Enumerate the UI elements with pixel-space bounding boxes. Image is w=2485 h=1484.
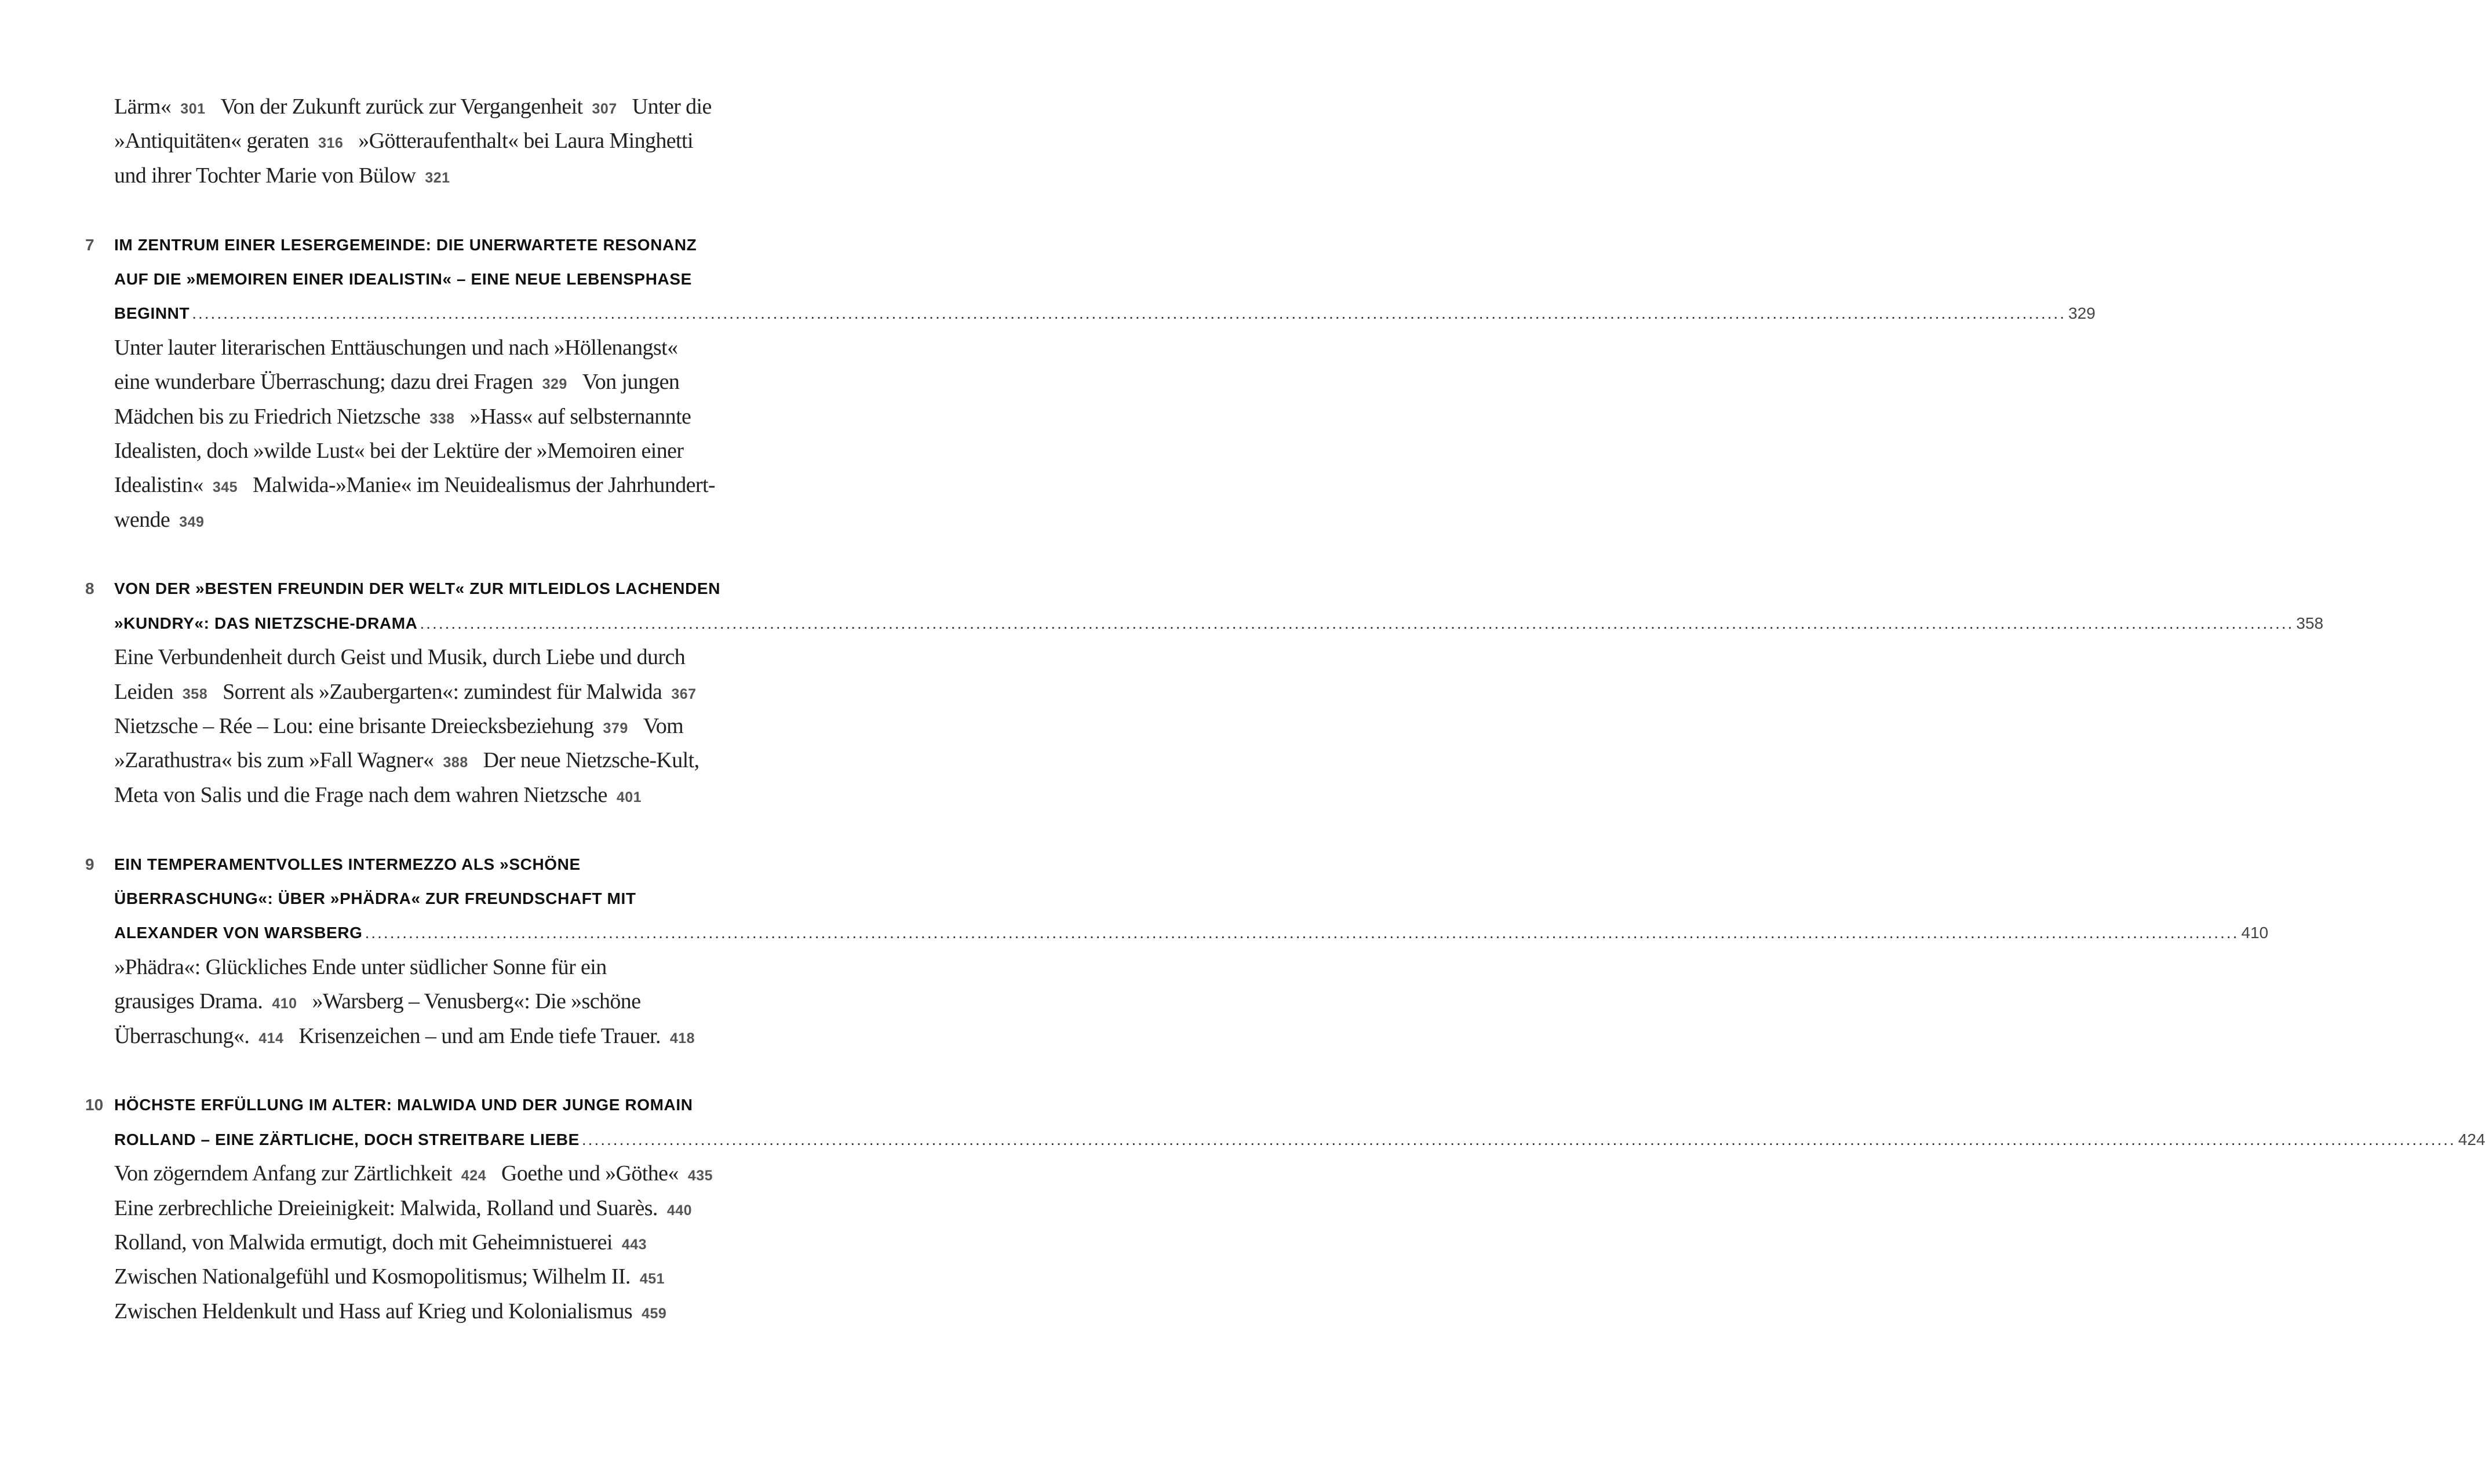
- chapter-page-number[interactable]: 424: [2458, 1130, 2485, 1148]
- subsection-title: »Warsberg – Venusberg«: Die »schöne: [312, 989, 641, 1014]
- chapter-number: 10: [85, 1096, 104, 1114]
- chapter-number: 7: [85, 235, 94, 254]
- subsection-title: eine wunderbare Überraschung; dazu drei Fragen: [114, 370, 533, 395]
- chapter-heading-text: EIN TEMPERAMENTVOLLES INTERMEZZO ALS »SCHÖNE: [114, 855, 581, 873]
- subsection-line: [114, 950, 834, 985]
- chapter-heading-text: ÜBERRASCHUNG«: ÜBER »PHÄDRA« ZUR FREUNDSCHAFT MIT: [114, 889, 636, 907]
- subsection-title: »Zarathustra« bis zum »Fall Wagner«: [114, 748, 434, 773]
- dot-leader: ............................................................................................................................................................................................................................................................................................................: [420, 614, 2294, 632]
- subsection-line: [114, 675, 834, 709]
- subsection-page-number[interactable]: 388: [443, 754, 468, 771]
- subsection-title: wende: [114, 507, 170, 532]
- section-spacer: [114, 812, 834, 847]
- chapter-continuation: [114, 90, 834, 193]
- subsection-page-number[interactable]: 410: [272, 996, 297, 1012]
- subsection-line: [114, 640, 834, 674]
- chapter-heading-line: [114, 606, 2324, 640]
- subsection-line: [114, 400, 834, 434]
- subsection-page-number[interactable]: 424: [461, 1168, 487, 1184]
- subsection-title: Vom: [643, 714, 684, 739]
- subsection-title: Lärm«: [114, 94, 172, 119]
- subsection-page-number[interactable]: 316: [318, 135, 344, 152]
- subsection-title: Rolland, von Malwida ermutigt, doch mit Geheimnistuerei: [114, 1230, 613, 1255]
- subsection-page-number[interactable]: 329: [542, 376, 567, 393]
- chapter-heading-line: [114, 1122, 2485, 1157]
- subsection-page-number[interactable]: 451: [639, 1271, 665, 1288]
- chapter-page-number[interactable]: 329: [2068, 304, 2096, 323]
- subsection-page-number[interactable]: 440: [666, 1202, 693, 1219]
- subsection-page-number[interactable]: 414: [258, 1030, 284, 1047]
- subsection-page-number[interactable]: 345: [212, 479, 238, 496]
- subsection-title: Nietzsche – Rée – Lou: eine brisante Dreiecksbeziehung: [114, 714, 594, 739]
- chapter-heading-line: [114, 262, 834, 296]
- subsection-line: [114, 468, 834, 502]
- subsection-title: Der neue Nietzsche-Kult,: [483, 748, 699, 773]
- subsection-title: »Phädra«: Glückliches Ende unter südlicher Sonne für ein: [114, 954, 607, 979]
- subsection-line: [114, 1157, 834, 1191]
- subsection-title: Meta von Salis und die Frage nach dem wahren Nietzsche: [114, 782, 607, 807]
- chapter-9: [85, 847, 2269, 1053]
- subsection-title: Unter lauter literarischen Enttäuschungen und nach »Höllenangst«: [114, 335, 678, 360]
- chapter-number: 8: [85, 579, 94, 598]
- subsection-page-number[interactable]: 443: [621, 1236, 647, 1253]
- subsection-line: [114, 1260, 834, 1294]
- subsection-title: »Götteraufenthalt« bei Laura Minghetti: [358, 129, 693, 154]
- subsection-line: [114, 709, 834, 743]
- subsection-line: [114, 503, 834, 537]
- subsection-line: [114, 1019, 834, 1053]
- subsection-title: Eine zerbrechliche Dreieinigkeit: Malwida, Rolland und Suarès.: [114, 1195, 658, 1220]
- chapter-number: 9: [85, 855, 94, 873]
- subsection-title: Unter die: [632, 94, 712, 119]
- dot-leader: ............................................................................................................................................................................................................................................................................................................: [365, 924, 2239, 942]
- subsection-title: Von der Zukunft zurück zur Vergangenheit: [220, 94, 583, 119]
- subsection-title: Zwischen Heldenkult und Hass auf Krieg und Kolonialismus: [114, 1299, 633, 1323]
- subsection-page-number[interactable]: 358: [182, 686, 208, 702]
- table-of-contents: [85, 90, 2485, 1329]
- subsection-page-number[interactable]: 321: [425, 169, 450, 186]
- section-spacer: [114, 537, 834, 571]
- chapter-8: [85, 571, 2324, 812]
- chapter-10: [85, 1088, 2485, 1329]
- dot-leader: ............................................................................................................................................................................................................................................................................................................: [581, 1130, 2456, 1148]
- subsection-page-number[interactable]: 418: [669, 1030, 695, 1047]
- subsection-title: Krisenzeichen – und am Ende tiefe Trauer.: [298, 1023, 661, 1048]
- subsection-title: Malwida-»Manie« im Neuidealismus der Jahrhundert-: [253, 473, 715, 498]
- chapter-heading-line: [85, 228, 834, 262]
- subsection-page-number[interactable]: 367: [671, 686, 697, 702]
- subsection-page-number[interactable]: 459: [642, 1305, 667, 1322]
- subsection-line: [114, 743, 834, 778]
- subsection-line: [114, 1226, 834, 1260]
- subsection-page-number[interactable]: 349: [179, 513, 205, 530]
- dot-leader: ............................................................................................................................................................................................................................................................................................................: [192, 304, 2066, 323]
- chapter-heading-text: HÖCHSTE ERFÜLLUNG IM ALTER: MALWIDA UND DER JUNGE ROMAIN: [114, 1096, 693, 1114]
- section-spacer: [114, 1053, 834, 1088]
- chapter-heading-line: [85, 847, 834, 881]
- chapter-heading-text: ALEXANDER VON WARSBERG: [114, 924, 363, 942]
- chapter-heading-line: [85, 571, 834, 606]
- subsection-title: Idealisten, doch »wilde Lust« bei der Lektüre der »Memoiren einer: [114, 438, 684, 463]
- subsection-page-number[interactable]: 307: [592, 101, 617, 117]
- subsection-page-number[interactable]: 401: [616, 789, 642, 805]
- subsection-title: Leiden: [114, 679, 173, 704]
- subsection-line: [114, 124, 834, 158]
- subsection-page-number[interactable]: 301: [180, 101, 206, 117]
- subsection-title: Mädchen bis zu Friedrich Nietzsche: [114, 404, 421, 429]
- subsection-title: »Hass« auf selbsternannte: [469, 404, 691, 429]
- chapter-heading-text: BEGINNT: [114, 304, 190, 323]
- subsection-line: [114, 778, 834, 812]
- chapter-heading-text: AUF DIE »MEMOIREN EINER IDEALISTIN« – EINE NEUE LEBENSPHASE: [114, 269, 692, 288]
- subsection-line: [114, 1191, 834, 1226]
- subsection-line: [114, 365, 834, 399]
- subsection-line: [114, 434, 834, 468]
- chapter-page-number[interactable]: 410: [2241, 924, 2269, 942]
- subsection-title: grausiges Drama.: [114, 989, 263, 1014]
- subsection-line: [114, 90, 834, 124]
- subsection-title: Sorrent als »Zaubergarten«: zumindest für Malwida: [223, 679, 662, 704]
- subsection-line: [114, 159, 834, 193]
- subsection-title: Eine Verbundenheit durch Geist und Musik, durch Liebe und durch: [114, 645, 686, 670]
- chapter-heading-text: VON DER »BESTEN FREUNDIN DER WELT« ZUR MITLEIDLOS LACHENDEN: [114, 579, 721, 598]
- subsection-page-number[interactable]: 338: [429, 410, 455, 427]
- subsection-title: Von jungen: [582, 370, 680, 395]
- chapter-heading-text: ROLLAND – EINE ZÄRTLICHE, DOCH STREITBARE LIEBE: [114, 1130, 580, 1148]
- chapter-heading-line: [114, 296, 2096, 330]
- section-spacer: [114, 193, 834, 227]
- subsection-line: [114, 331, 834, 365]
- chapter-heading-line: [85, 1088, 834, 1122]
- subsection-title: Zwischen Nationalgefühl und Kosmopolitismus; Wilhelm II.: [114, 1264, 631, 1289]
- chapter-heading-line: [114, 916, 2269, 950]
- subsection-line: [114, 985, 834, 1019]
- chapter-page-number[interactable]: 358: [2296, 614, 2324, 632]
- subsection-title: Überraschung«.: [114, 1023, 250, 1048]
- subsection-title: Goethe und »Göthe«: [501, 1161, 679, 1186]
- subsection-title: und ihrer Tochter Marie von Bülow: [114, 163, 416, 188]
- chapter-heading-line: [114, 881, 834, 916]
- subsection-page-number[interactable]: 435: [687, 1168, 713, 1184]
- subsection-title: Idealistin«: [114, 473, 203, 498]
- chapter-7: [85, 228, 2096, 538]
- chapter-heading-text: IM ZENTRUM EINER LESERGEMEINDE: DIE UNERWARTETE RESONANZ: [114, 235, 697, 254]
- subsection-page-number[interactable]: 379: [603, 720, 628, 737]
- chapter-heading-text: »KUNDRY«: DAS NIETZSCHE-DRAMA: [114, 614, 418, 632]
- subsection-title: »Antiquitäten« geraten: [114, 129, 309, 154]
- subsection-line: [114, 1295, 834, 1329]
- subsection-title: Von zögerndem Anfang zur Zärtlichkeit: [114, 1161, 452, 1186]
